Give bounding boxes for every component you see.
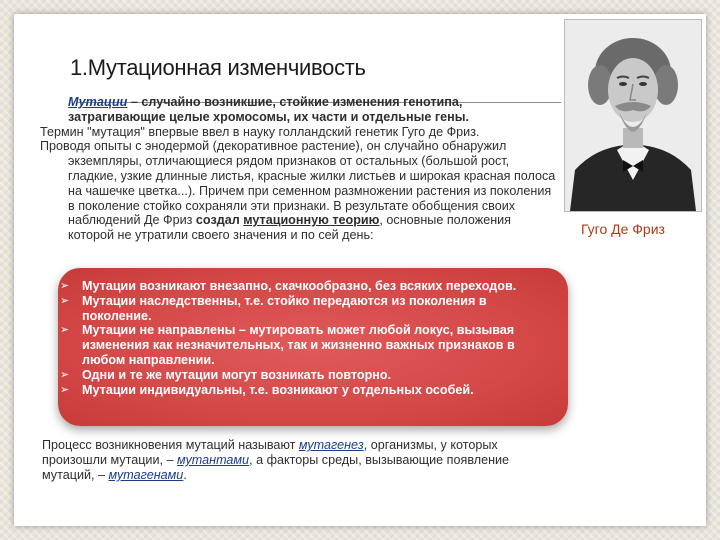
postulates-list bbox=[64, 279, 534, 397]
summary-text-4: . bbox=[183, 468, 187, 482]
postulate-item: ➢ Мутации наследственны, т.е. стойко передаются из поколения в поколение. bbox=[64, 294, 534, 324]
summary-text-2: , организмы, у которых произошли мутации, – bbox=[42, 438, 498, 467]
postulate-item: ➢ Мутации индивидуальны, т.е. возникают у отдельных особей. bbox=[64, 383, 534, 398]
experiment-text: Проводя опыты с энодермой (декоративное растение), он случайно обнаружил экземпляры, отличающиеся рядом признаков от остальных (большой рост, гладкие, узкие длинные листья, красные жилки листьев и широкая красная полоса на чашечке цветка...). Причем при семенном размножении растения из поколения в поколение стойко сохраняли эти признаки. В результате обобщения своих наблюдений Де Фриз bbox=[40, 139, 556, 228]
mutants-link[interactable]: мутантами bbox=[177, 453, 250, 467]
experiment-paragraph bbox=[40, 139, 560, 243]
portrait-illustration bbox=[565, 20, 701, 211]
slide-title: 1.Мутационная изменчивость bbox=[70, 55, 366, 80]
postulate-item: ➢ Мутации не направлены – мутировать может любой локус, вызывая изменения как незначительных, так и жизненно важных признаков в любом направлении. bbox=[64, 323, 534, 367]
summary-text-1: Процесс возникновения мутаций называют bbox=[42, 438, 299, 452]
body-text bbox=[40, 95, 560, 243]
definition-term[interactable]: Мутации bbox=[68, 95, 128, 109]
slide bbox=[14, 14, 706, 526]
definition-paragraph bbox=[40, 95, 560, 125]
portrait-photo bbox=[564, 19, 702, 212]
summary-paragraph bbox=[42, 438, 522, 483]
postulate-item: ➢ Мутации возникают внезапно, скачкообразно, без всяких переходов. bbox=[64, 279, 534, 294]
experiment-text-end: , основные положения которой не утратили своего значения и по сей день: bbox=[68, 213, 512, 243]
mutagens-link[interactable]: мутагенами bbox=[108, 468, 184, 482]
portrait-caption: Гуго Де Фриз bbox=[581, 221, 665, 237]
experiment-created: создал bbox=[195, 213, 240, 228]
summary-text-3: , а факторы среды, вызывающие появление мутаций, – bbox=[42, 453, 510, 482]
mutagenesis-link[interactable]: мутагенез bbox=[298, 438, 364, 452]
definition-text: – случайно возникшие, стойкие изменения генотипа, затрагивающие целые хромосомы, их части и отдельные гены. bbox=[68, 95, 469, 124]
intro-paragraph: Термин "мутация" впервые ввел в науку голландский генетик Гуго де Фриз. bbox=[40, 124, 480, 139]
postulate-item: ➢ Одни и те же мутации могут возникать повторно. bbox=[64, 368, 534, 383]
mutation-theory-link[interactable]: мутационную теорию bbox=[243, 213, 380, 228]
